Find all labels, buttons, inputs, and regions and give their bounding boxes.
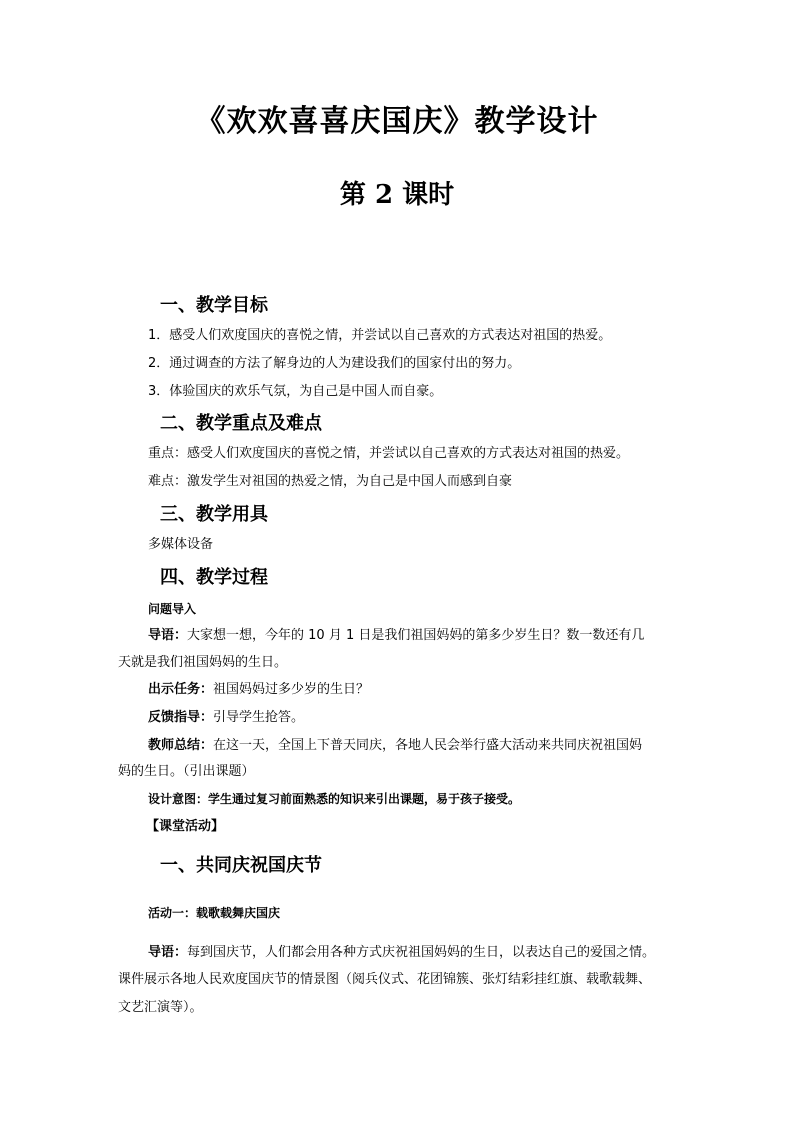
class-activity-tag: 【课堂活动】: [146, 819, 225, 834]
activity-guide-line: [148, 944, 655, 961]
activity-title: 活动一：载歌载舞庆国庆: [148, 906, 281, 920]
summary-text: 在这一天，全国上下普天同庆，各地人民会举行盛大活动来共同庆祝祖国妈: [213, 738, 643, 753]
key-point-text: 重点：感受人们欢度国庆的喜悦之情，并尝试以自己喜欢的方式表达对祖国的热爱。: [148, 446, 630, 461]
feedback-label: 反馈指导：: [148, 710, 214, 725]
guide-paragraph-line: [148, 627, 644, 644]
section-heading-tools: 三、教学用具: [160, 504, 268, 525]
guide-text-continued: 天就是我们祖国妈妈的生日。: [118, 655, 288, 670]
feedback-text: 引导学生抢答。: [213, 710, 305, 725]
difficult-point-text: 难点：激发学生对祖国的热爱之情，为自己是中国人而感到自豪: [148, 474, 513, 489]
task-label: 出示任务：: [148, 682, 214, 697]
objective-item: 1．感受人们欢度国庆的喜悦之情，并尝试以自己喜欢的方式表达对祖国的热爱。: [148, 328, 612, 343]
page-subtitle: 第 2 课时: [339, 180, 455, 210]
part-heading-celebrate: 一、共同庆祝国庆节: [160, 855, 322, 876]
objective-item: 2．通过调查的方法了解身边的人为建设我们的国家付出的努力。: [148, 356, 521, 371]
intro-title: 问题导入: [148, 602, 197, 616]
section-heading-process: 四、教学过程: [160, 567, 268, 588]
objective-item: 3．体验国庆的欢乐气氛，为自己是中国人而自豪。: [148, 384, 443, 399]
feedback-line: [148, 709, 304, 726]
task-line: [148, 681, 369, 698]
design-intent: 设计意图：学生通过复习前面熟悉的知识来引出课题，易于孩子接受。: [148, 792, 521, 806]
task-text: 祖国妈妈过多少岁的生日？: [213, 682, 370, 697]
guide-label: 导语：: [148, 628, 188, 643]
summary-line: [148, 737, 642, 754]
tools-text: 多媒体设备: [148, 537, 214, 552]
page-title: 《欢欢喜喜庆国庆》教学设计: [195, 104, 599, 139]
guide-text: 大家想一想，今年的 10 月 1 日是我们祖国妈妈的第多少岁生日？数一数还有几: [187, 628, 645, 643]
section-heading-key-points: 二、教学重点及难点: [160, 413, 322, 434]
activity-text-line: 文艺汇演等）。: [118, 1000, 203, 1015]
summary-label: 教师总结：: [148, 738, 214, 753]
activity-guide-label: 导语：: [148, 945, 188, 960]
section-heading-objectives: 一、教学目标: [160, 295, 268, 316]
activity-text-line: 课件展示各地人民欢度国庆节的情景图（阅兵仪式、花团锦簇、张灯结彩挂红旗、载歌载舞、: [118, 972, 652, 987]
activity-guide-text: 每到国庆节，人们都会用各种方式庆祝祖国妈妈的生日，以表达自己的爱国之情。: [187, 945, 656, 960]
summary-text-continued: 妈的生日。（引出课题）: [118, 764, 255, 779]
